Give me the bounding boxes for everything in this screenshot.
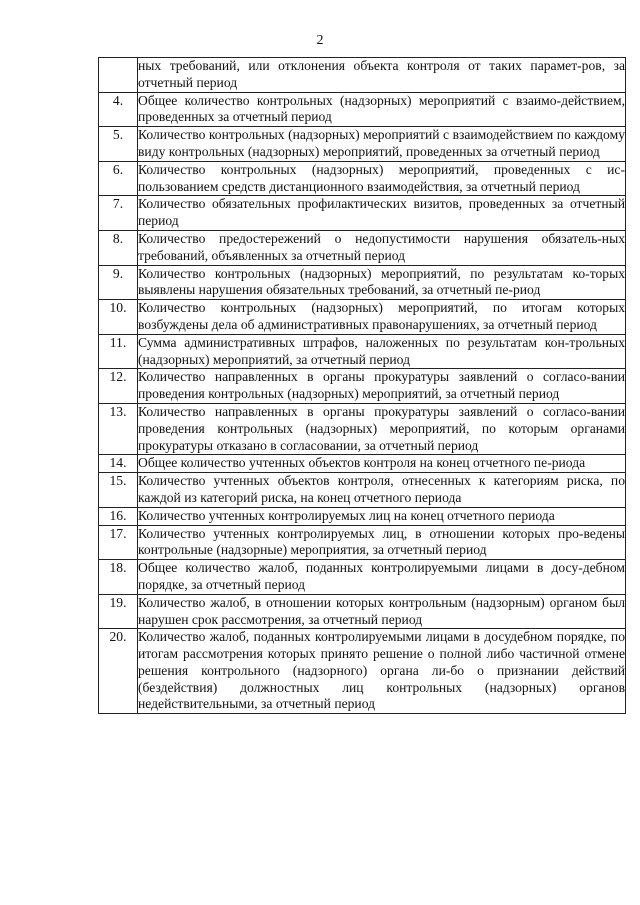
indicator-description: Количество жалоб, в отношении которых контрольным (надзорным) органом был нарушен срок рассмотрения, за отчетный период — [138, 594, 626, 629]
indicator-description: Общее количество жалоб, поданных контролируемыми лицами в досу-дебном порядке, за отчетный период — [138, 560, 626, 595]
row-number: 10. — [99, 300, 138, 335]
table-row — [99, 369, 626, 404]
row-number: 16. — [99, 507, 138, 525]
indicator-description: Количество направленных в органы прокуратуры заявлений о согласо-вании проведения контрольных (надзорных) мероприятий, за отчетный период — [138, 369, 626, 404]
table-row — [99, 629, 626, 714]
indicator-description: Количество жалоб, поданных контролируемыми лицами в досудебном порядке, по итогам рассмотрения которых принято решение о полной либо частичной отмене решения контрольного (надзорного) органа ли-бо о признании действий (бездействия) должностных лиц контрольных (надзорных) органов недействительными, за отчетный период — [138, 629, 626, 714]
table-row — [99, 300, 626, 335]
row-number: 17. — [99, 525, 138, 560]
row-number: 20. — [99, 629, 138, 714]
indicator-description: Общее количество учтенных объектов контроля на конец отчетного пе-риода — [138, 455, 626, 473]
table-row — [99, 161, 626, 196]
table-row — [99, 473, 626, 508]
indicator-description: Общее количество контрольных (надзорных) мероприятий с взаимо-действием, проведенных за отчетный период — [138, 92, 626, 127]
row-number: 8. — [99, 230, 138, 265]
row-number: 13. — [99, 403, 138, 454]
page-number: 2 — [316, 33, 324, 48]
table-row — [99, 507, 626, 525]
table-row — [99, 265, 626, 300]
table-row — [99, 334, 626, 369]
row-number: 11. — [99, 334, 138, 369]
indicators-table-body — [99, 58, 626, 714]
indicator-description: Количество контрольных (надзорных) мероприятий, по результатам ко-торых выявлены нарушения обязательных требований, за отчетный пе-риод — [138, 265, 626, 300]
table-row — [99, 196, 626, 231]
indicator-description: ных требований, или отклонения объекта контроля от таких парамет-ров, за отчетный период — [138, 58, 626, 93]
row-number: 12. — [99, 369, 138, 404]
row-number: 19. — [99, 594, 138, 629]
table-row — [99, 560, 626, 595]
row-number: 14. — [99, 455, 138, 473]
table-row — [99, 230, 626, 265]
table-row — [99, 594, 626, 629]
indicator-description: Количество обязательных профилактических визитов, проведенных за отчетный период — [138, 196, 626, 231]
indicators-table — [98, 57, 626, 714]
indicator-description: Количество контрольных (надзорных) мероприятий с взаимодействием по каждому виду контрольных (надзорных) мероприятий, проведенных за отчетный период — [138, 127, 626, 162]
indicator-description: Количество учтенных контролируемых лиц на конец отчетного периода — [138, 507, 626, 525]
row-number: 15. — [99, 473, 138, 508]
indicator-description: Количество учтенных объектов контроля, отнесенных к категориям риска, по каждой из категорий риска, на конец отчетного периода — [138, 473, 626, 508]
indicator-description: Количество контрольных (надзорных) мероприятий, проведенных с ис-пользованием средств дистанционного взаимодействия, за отчетный период — [138, 161, 626, 196]
indicator-description: Количество направленных в органы прокуратуры заявлений о согласо-вании проведения контрольных (надзорных) мероприятий, по которым органами прокуратуры отказано в согласовании, за отчетный период — [138, 403, 626, 454]
row-number: 9. — [99, 265, 138, 300]
row-number: 6. — [99, 161, 138, 196]
indicator-description: Количество предостережений о недопустимости нарушения обязатель-ных требований, объявленных за отчетный период — [138, 230, 626, 265]
indicator-description: Количество контрольных (надзорных) мероприятий, по итогам которых возбуждены дела об административных правонарушениях, за отчетный период — [138, 300, 626, 335]
table-row — [99, 92, 626, 127]
table-row — [99, 58, 626, 93]
row-number: 18. — [99, 560, 138, 595]
indicator-description: Количество учтенных контролируемых лиц, в отношении которых про-ведены контрольные (надзорные) мероприятия, за отчетный период — [138, 525, 626, 560]
table-row — [99, 403, 626, 454]
row-number — [99, 58, 138, 93]
table-row — [99, 455, 626, 473]
indicator-description: Сумма административных штрафов, наложенных по результатам кон-трольных (надзорных) мероприятий, за отчетный период — [138, 334, 626, 369]
table-row — [99, 127, 626, 162]
row-number: 7. — [99, 196, 138, 231]
row-number: 5. — [99, 127, 138, 162]
row-number: 4. — [99, 92, 138, 127]
table-row — [99, 525, 626, 560]
